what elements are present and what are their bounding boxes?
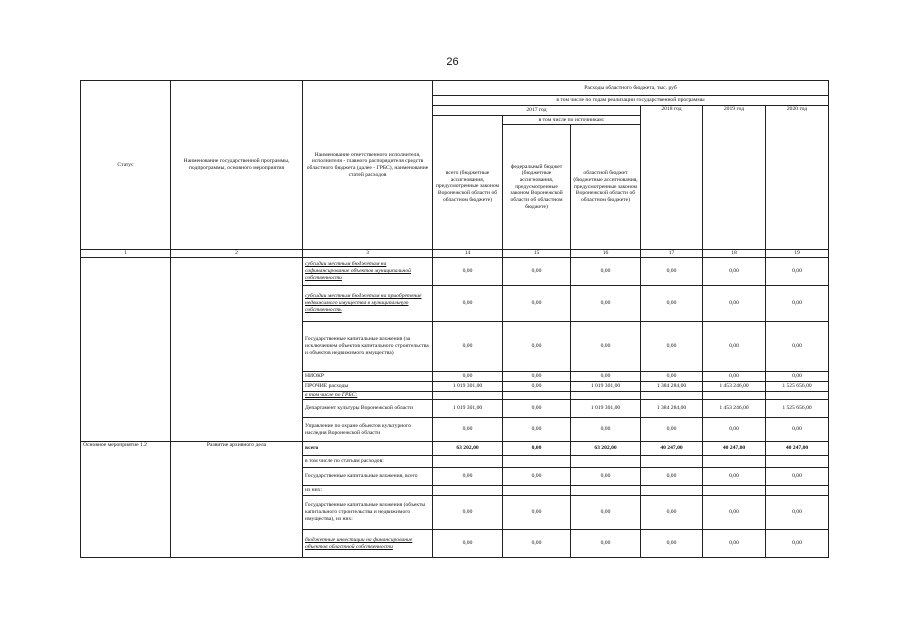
value-cell: 0,00 [571,530,641,558]
value-cell: 0,00 [503,372,571,382]
value-cell: 0,00 [766,286,829,322]
value-cell: 0,00 [433,258,503,286]
budget-table [80,80,829,558]
value-cell: 1 384 284,00 [641,400,703,418]
value-cell: 0,00 [571,322,641,372]
value-cell: 0,00 [503,258,571,286]
value-cell: 0,00 [503,286,571,322]
value-cell: 0,00 [766,530,829,558]
value-cell: 0,00 [703,322,766,372]
value-cell [703,486,766,496]
expense-item-name: Государственные капитальные вложения (за исключением объектов капитального строительства и объектов недвижимого имущества) [303,322,433,372]
column-number-16: 16 [571,250,641,258]
value-cell: 1 453 246,00 [703,382,766,392]
value-cell [433,456,503,468]
value-cell [641,456,703,468]
value-cell: 0,00 [571,468,641,486]
value-cell: 0,00 [503,400,571,418]
value-cell: 0,00 [503,496,571,530]
value-cell: 63 202,00 [571,442,641,456]
value-cell: 0,00 [641,258,703,286]
program-cell: Развитие архивного дела [171,442,303,558]
header-2019: 2019 год [703,106,766,250]
column-number-1: 1 [81,250,171,258]
column-number-19: 19 [766,250,829,258]
value-cell: 0,00 [766,258,829,286]
value-cell [641,392,703,400]
value-cell: 0,00 [571,372,641,382]
expense-item-name: бюджетные инвестиции на финансирование объектов областной собственности [303,530,433,558]
expense-item-name: всего [303,442,433,456]
expense-item-name: из них: [303,486,433,496]
value-cell: 0,00 [641,530,703,558]
value-cell: 0,00 [433,530,503,558]
value-cell: 0,00 [703,496,766,530]
value-cell: 1 019 301,00 [433,400,503,418]
value-cell: 0,00 [433,372,503,382]
value-cell: 40 247,00 [766,442,829,456]
value-cell: 0,00 [571,258,641,286]
column-number-17: 17 [641,250,703,258]
value-cell: 0,00 [703,418,766,442]
header-2018: 2018 год [641,106,703,250]
value-cell: 0,00 [641,286,703,322]
expense-item-name: Государственные капитальные вложения, всего [303,468,433,486]
value-cell [571,392,641,400]
value-cell [503,456,571,468]
value-cell [433,392,503,400]
status-cell-empty [81,258,171,442]
value-cell: 0,00 [641,418,703,442]
value-cell [571,456,641,468]
expense-item-name: в том числе по статьям расходов: [303,456,433,468]
expense-item-name: субсидии местным бюджетам на софинансирование объектов муниципальной собственности [303,258,433,286]
value-cell: 0,00 [766,468,829,486]
value-cell: 0,00 [641,372,703,382]
column-number-2: 2 [171,250,303,258]
header-2017: 2017 год [433,106,641,116]
header-federal: федеральный бюджет (бюджетные ассигнования, предусмотренные законом Воронежской области об областном бюджете) [503,125,571,250]
header-by-years: в том числе по годам реализации государственной программы [433,96,829,106]
value-cell: 40 247,00 [641,442,703,456]
value-cell: 0,00 [703,258,766,286]
program-cell-empty [171,258,303,442]
header-total: всего (бюджетные ассигнования, предусмотренные законом Воронежской области об областном бюджете) [433,125,503,250]
value-cell [703,392,766,400]
page-number: 26 [446,56,459,68]
value-cell: 1 453 246,00 [703,400,766,418]
value-cell: 0,00 [766,322,829,372]
value-cell: 0,00 [503,322,571,372]
value-cell: 1 019 301,00 [571,382,641,392]
column-number-18: 18 [703,250,766,258]
value-cell: 0,00 [571,418,641,442]
value-cell: 0,00 [641,322,703,372]
value-cell: 0,00 [641,496,703,530]
expense-item-name: ПРОЧИЕ расходы [303,382,433,392]
value-cell: 0,00 [503,418,571,442]
value-cell: 0,00 [703,468,766,486]
value-cell: 0,00 [571,496,641,530]
value-cell: 0,00 [433,286,503,322]
table-row [81,258,829,286]
value-cell: 0,00 [433,418,503,442]
column-number-15: 15 [503,250,571,258]
value-cell: 0,00 [766,418,829,442]
value-cell: 0,00 [766,496,829,530]
expense-item-name: НИОКР [303,372,433,382]
value-cell: 0,00 [433,322,503,372]
header-expenses: Расходы областного бюджета, тыс. руб [433,81,829,96]
value-cell [571,486,641,496]
expense-item-name: субсидии местным бюджетам на приобретение недвижимого имущества в муниципальную собственность [303,286,433,322]
expense-item-name: Департамент культуры Воронежской области [303,400,433,418]
expense-item-name: Государственные капитальные вложения (объекты капитального строительства и недвижимого имущества), из них: [303,496,433,530]
value-cell [503,486,571,496]
table-row [81,442,829,456]
value-cell: 0,00 [433,496,503,530]
value-cell: 1 384 284,00 [641,382,703,392]
value-cell [503,392,571,400]
value-cell: 0,00 [703,286,766,322]
value-cell [641,486,703,496]
header-regional: областной бюджет (бюджетные ассигнования, предусмотренные законом Воронежской области об областном бюджете) [571,125,641,250]
value-cell: 63 202,00 [433,442,503,456]
value-cell: 0,00 [503,530,571,558]
value-cell: 0,00 [433,468,503,486]
column-number-14: 14 [433,250,503,258]
status-cell: Основное мероприятие 1.2 [81,442,171,558]
value-cell: 0,00 [503,442,571,456]
header-status: Статус [81,81,171,250]
value-cell: 1 019 301,00 [433,382,503,392]
value-cell: 0,00 [641,468,703,486]
value-cell [703,456,766,468]
header-total-top [433,116,503,125]
header-2020: 2020 год [766,106,829,250]
value-cell: 0,00 [571,286,641,322]
value-cell [766,456,829,468]
value-cell: 1 019 301,00 [571,400,641,418]
value-cell [433,486,503,496]
value-cell: 40 247,00 [703,442,766,456]
value-cell: 0,00 [503,468,571,486]
value-cell: 0,00 [503,382,571,392]
value-cell [766,486,829,496]
header-executor: Наименование ответственного исполнителя, исполнителя - главного распорядителя средств областного бюджета (далее - ГРБС), наименование статей расходов [303,81,433,250]
expense-item-name: в том числе по ГРБС: [303,392,433,400]
column-number-3: 3 [303,250,433,258]
value-cell: 0,00 [766,372,829,382]
expense-item-name: Управление по охране объектов культурного наследия Воронежской области [303,418,433,442]
value-cell [766,392,829,400]
header-program-name: Наименование государственной программы, подпрограммы, основного мероприятия [171,81,303,250]
header-by-sources: в том числе по источникам: [503,116,641,125]
value-cell: 0,00 [703,372,766,382]
value-cell: 0,00 [703,530,766,558]
value-cell: 1 525 656,00 [766,382,829,392]
value-cell: 1 525 656,00 [766,400,829,418]
